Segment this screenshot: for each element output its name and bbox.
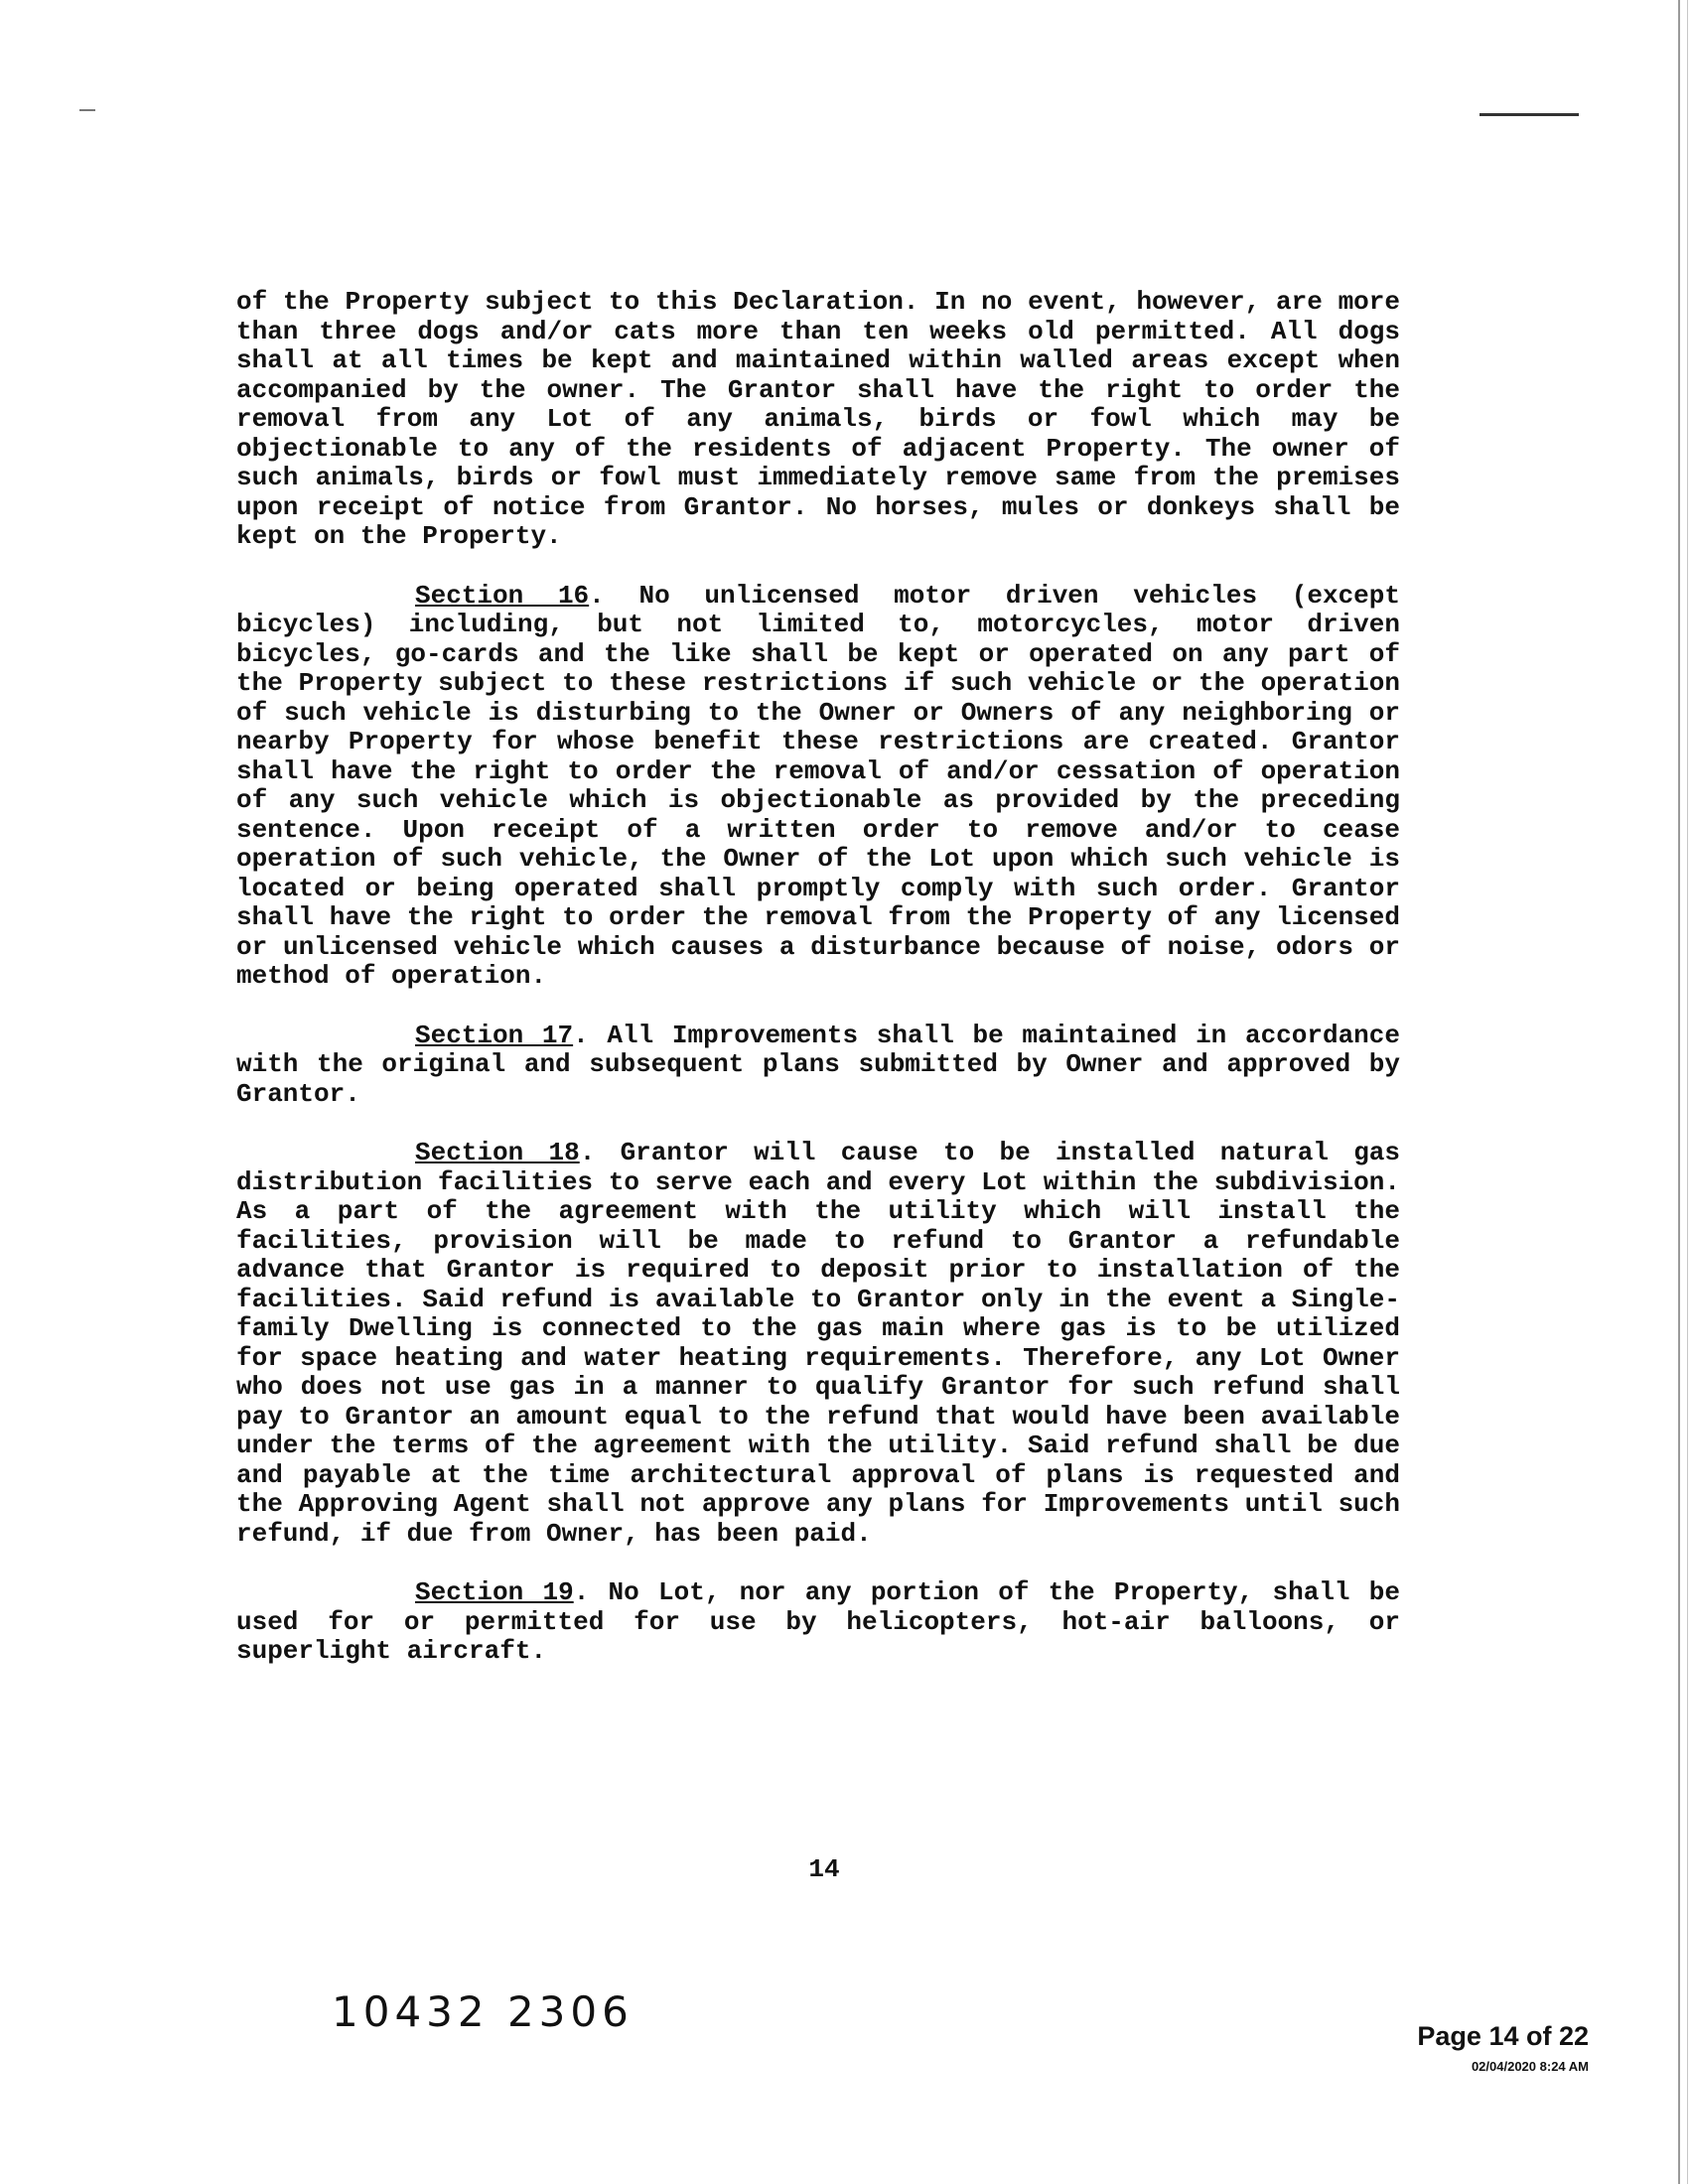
page-of-total: Page 14 of 22 (1417, 2021, 1589, 2051)
section-heading: Section 18 (415, 1138, 580, 1167)
paragraph-text: . Grantor will cause to be installed natural gas distribution facilities to serve each and every Lot within the subdivision. As a part of the agreement with the utility which will install the facilities, provision will be made to refund to Grantor a refundable advance that Grantor is required to deposit prior to installation of the facilities. Said refund is available to Grantor only in the event a Single-family Dwelling is connected to the gas main where gas is to be utilized for space heating and water heating requirements. Therefore, any Lot Owner who does not use gas in a manner to qualify Grantor for such refund shall pay to Grantor an amount equal to the refund that would have been available under the terms of the agreement with the utility. Said refund shall be due and payable at the time architectural approval of plans is requested and the Approving Agent shall not approve any plans for Improvements until such refund, if due from Owner, has been paid. (236, 1138, 1400, 1549)
document-body (236, 288, 1400, 1697)
paragraph-continuation (236, 288, 1400, 552)
paragraph-section-18 (236, 1139, 1400, 1549)
recording-timestamp: 02/04/2020 8:24 AM (1471, 2059, 1589, 2074)
section-heading: Section 16 (415, 580, 590, 611)
page-number: 14 (808, 1854, 840, 1884)
paragraph-text: . No Lot, nor any portion of the Property, shall be used for or permitted for use by helicopters, hot-air balloons, or superlight aircraft. (236, 1577, 1400, 1666)
paragraph-text: of the Property subject to this Declaration. In no event, however, are more than three dogs and/or cats more than ten weeks old permitted. All dogs shall at all times be kept and maintained within walled areas except when accompanied by the owner. The Grantor shall have the right to order the removal from any Lot of any animals, birds or fowl which may be objectionable to any of the residents of adjacent Property. The owner of such animals, birds or fowl must immediately remove same from the premises upon receipt of notice from Grantor. No horses, mules or donkeys shall be kept on the Property. (236, 287, 1400, 551)
paragraph-section-19 (236, 1578, 1400, 1667)
scan-edge (1678, 0, 1680, 2184)
paragraph-text: . All Improvements shall be maintained in accordance with the original and subsequent plans submitted by Owner and approved by Grantor. (236, 1020, 1400, 1109)
section-heading: Section 17 (415, 1020, 574, 1050)
paragraph-text: . No unlicensed motor driven vehicles (except bicycles) including, but not limited to, motorcycles, motor driven bicycles, go-cards and the like shall be kept or operated on any part of the Property subject to these restrictions if such vehicle or the operation of such vehicle is disturbing to the Owner or Owners of any neighboring or nearby Property for whose benefit these restrictions are created. Grantor shall have the right to order the removal of and/or cessation of operation of any such vehicle which is objectionable as provided by the preceding sentence. Upon receipt of a written order to remove and/or to cease operation of such vehicle, the Owner of the Lot upon which such vehicle is located or being operated shall promptly comply with such order. Grantor shall have the right to order the removal from the Property of any licensed or unlicensed vehicle which causes a disturbance because of noise, odors or method of operation. (236, 580, 1400, 991)
scan-mark-right (1480, 113, 1579, 116)
section-heading: Section 19 (415, 1577, 574, 1607)
paragraph-section-17 (236, 1022, 1400, 1110)
scan-edge-outer (1687, 0, 1688, 2184)
paragraph-section-16 (236, 582, 1400, 992)
scan-mark-left (79, 109, 95, 111)
book-page-stamp: 10432 2306 (332, 1987, 634, 2036)
